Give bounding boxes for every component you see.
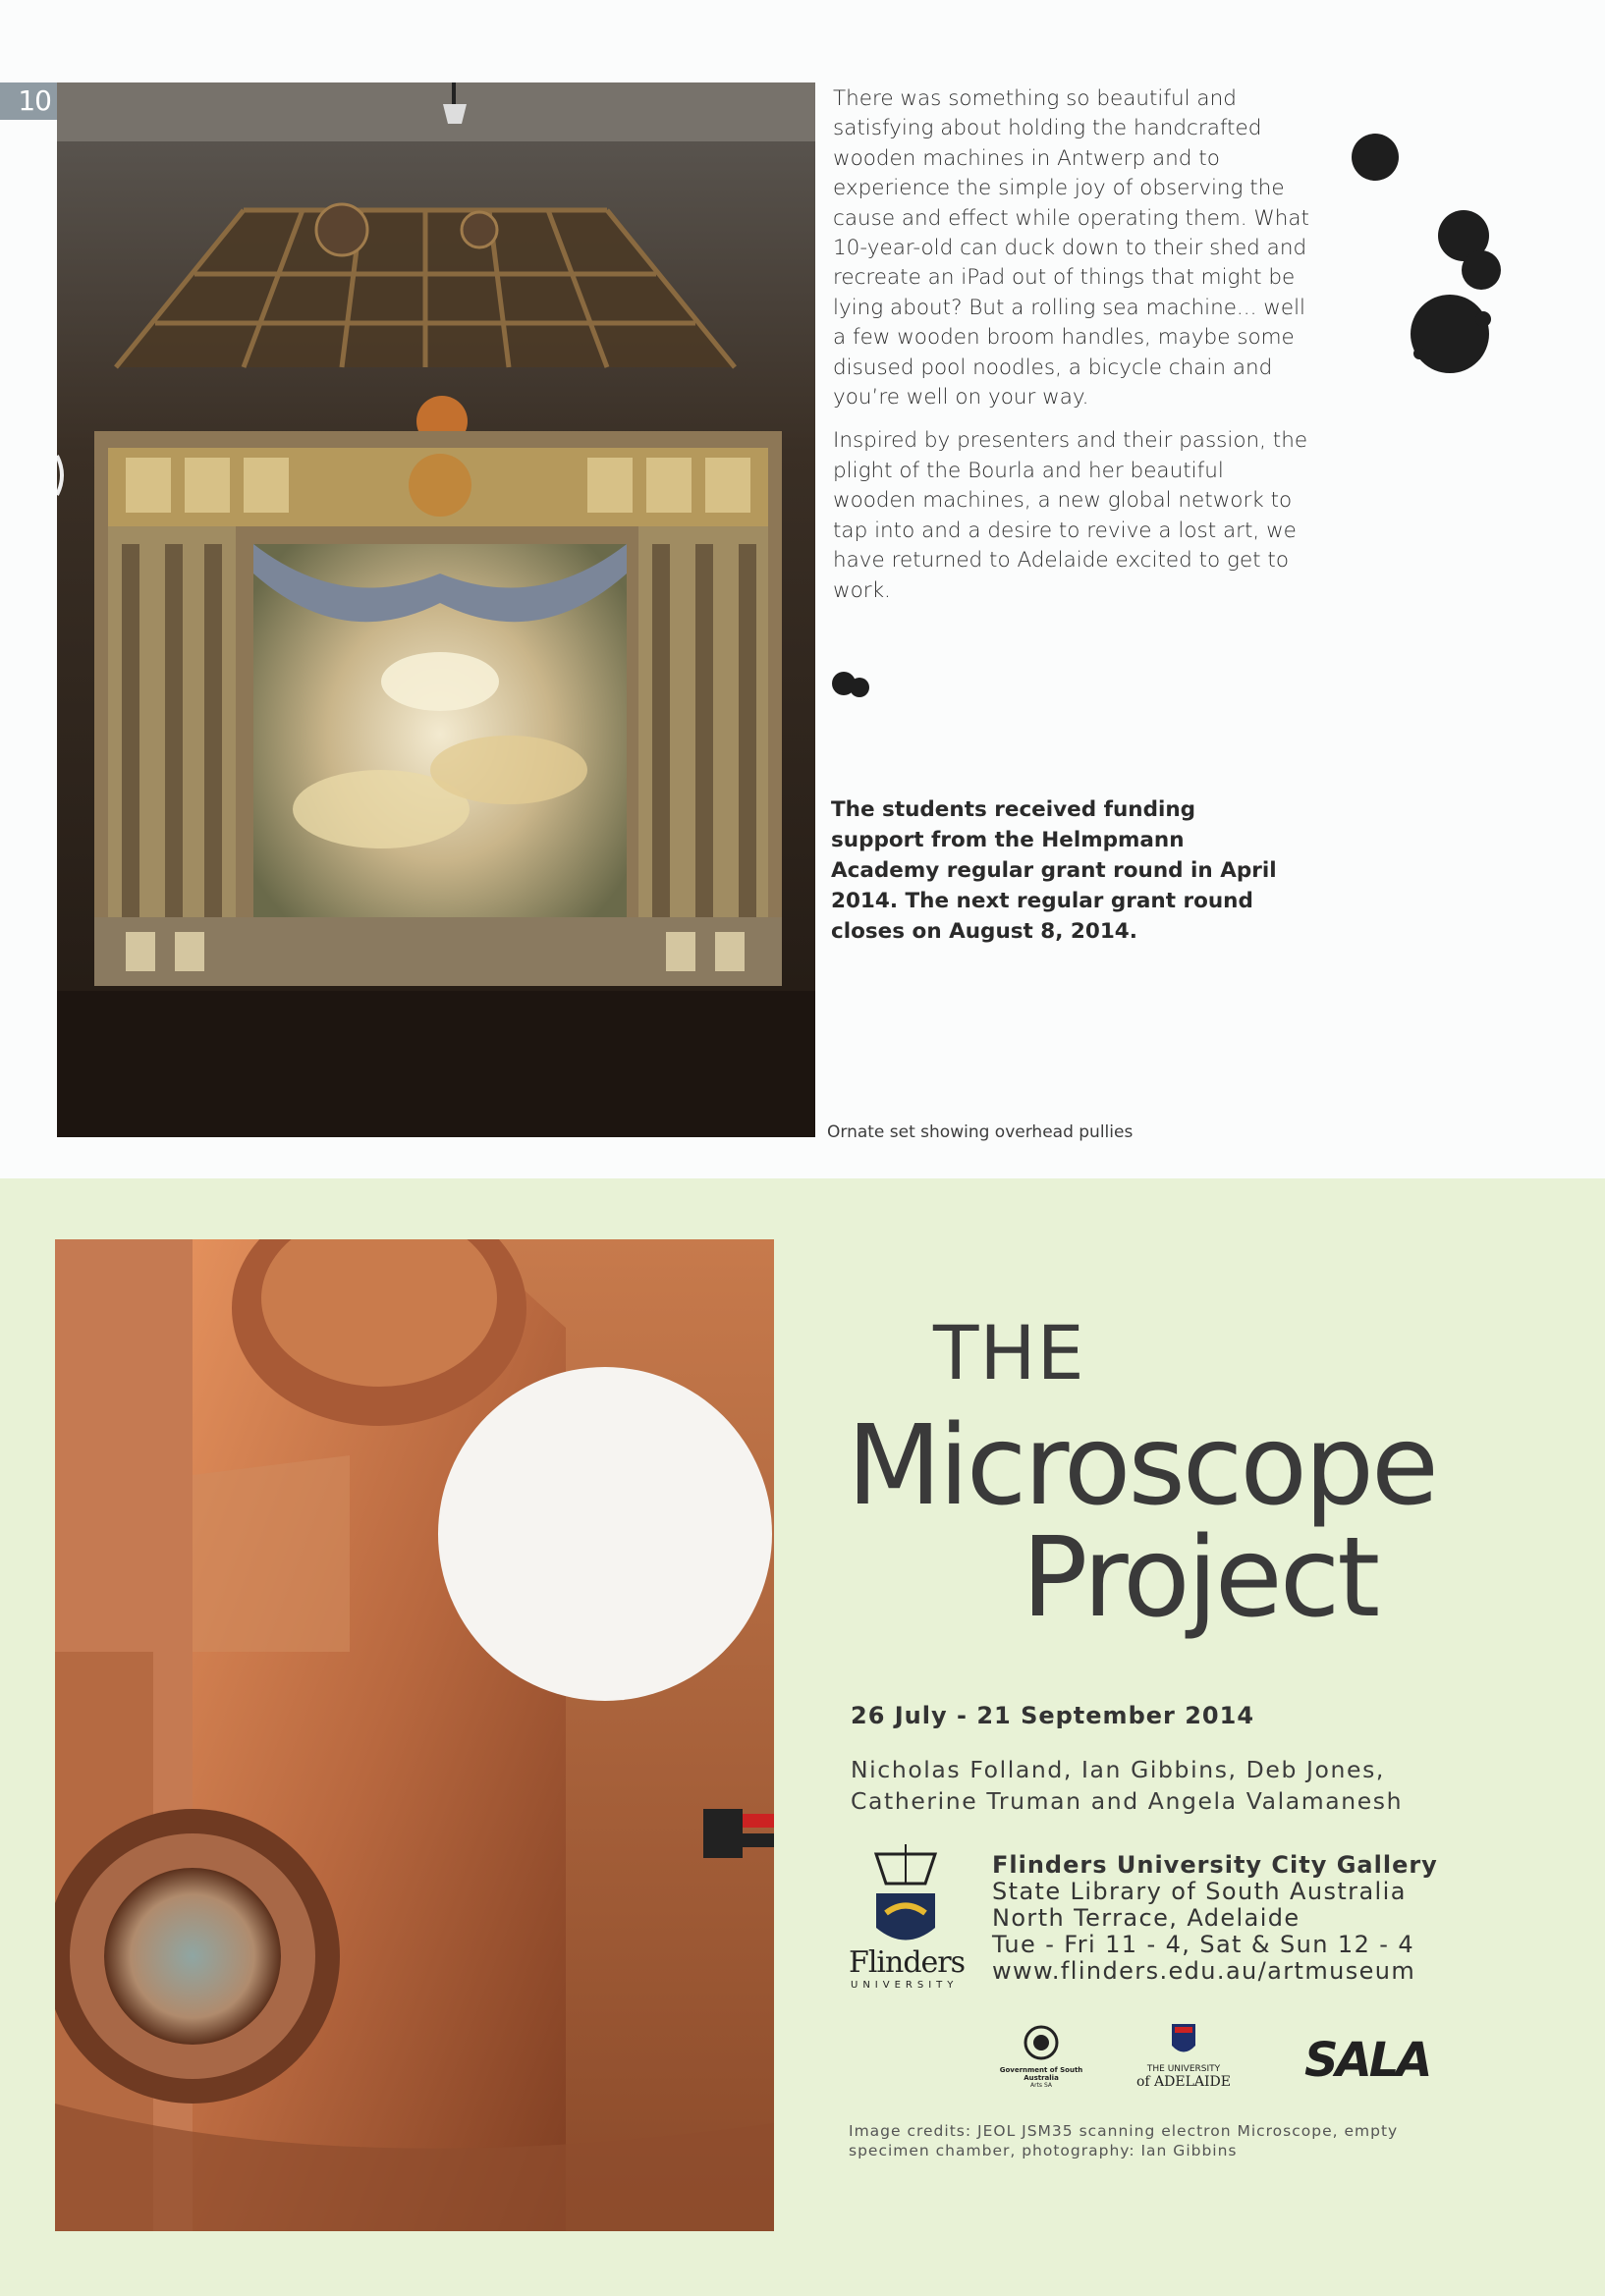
gallery-url: www.flinders.edu.au/artmuseum [992, 1957, 1416, 1985]
theatre-set-photo [57, 82, 815, 1137]
ink-blot-small [828, 666, 877, 701]
funding-note: The students received funding support from the Helmpmann Academy regular grant round in April 2014. The next regular grant round closes on August 8, 2014. [831, 797, 1277, 944]
microscope-project-ad [0, 1178, 1605, 2296]
exhibition-dates: 26 July - 21 September 2014 [851, 1702, 1255, 1729]
ad-title-project: Project [1022, 1514, 1378, 1642]
page-number: 10 [0, 82, 57, 120]
photo-caption: Ornate set showing overhead pullies [827, 1122, 1134, 1142]
microscope-chamber-photo [55, 1239, 774, 2231]
gov-sa-sublabel: Arts SA [1030, 2082, 1052, 2089]
image-credits: Image credits: JEOL JSM35 scanning electron Microscope, empty specimen chamber, photography: Ian Gibbins [849, 2122, 1399, 2159]
article-paragraph: Inspired by presenters and their passion, the plight of the Bourla and her beautiful wooden machines, a new global network to tap into and a desire to revive a lost art, we have returned to Adelaide excited to get to work. [833, 428, 1308, 603]
gallery-address-line: North Terrace, Adelaide [992, 1904, 1301, 1932]
article-paragraph: There was something so beautiful and satisfying about holding the handcrafted wooden machines in Antwerp and to experience the simple joy of observing the cause and effect while operating them. What 10-year-old can duck down to their shed and recreate an iPad out of things that might be lying about? But a rolling sea machine... well a few wooden broom handles, maybe some disused pool noodles, a bicycle chain and you’re well on your way. [833, 86, 1309, 410]
gallery-details [992, 1852, 1581, 1985]
ad-title-microscope: Microscope [847, 1402, 1436, 1530]
uni-adelaide-crest-icon [1169, 2021, 1198, 2060]
flinders-logo-subtext: UNIVERSITY [851, 1980, 959, 1991]
gallery-name: Flinders University City Gallery [992, 1851, 1438, 1879]
exhibition-artists: Nicholas Folland, Ian Gibbins, Deb Jones, Catherine Truman and Angela Valamanesh [851, 1756, 1404, 1815]
article-body [833, 84, 1312, 620]
sala-logo: SALA [1304, 2033, 1430, 2088]
flinders-logo-text: Flinders [849, 1945, 966, 1980]
gallery-hours: Tue - Fri 11 - 4, Sat & Sun 12 - 4 [992, 1931, 1415, 1958]
gov-sa-label: Government of South Australia [999, 2066, 1083, 2082]
gov-sa-logo [992, 2023, 1090, 2089]
gallery-address-line: State Library of South Australia [992, 1878, 1407, 1905]
uni-adelaide-label-2: of ADELAIDE [1136, 2074, 1231, 2090]
uni-adelaide-logo [1130, 2021, 1238, 2090]
ink-blot-decoration [1336, 128, 1513, 403]
gov-sa-crest-icon [1022, 2023, 1061, 2062]
uni-adelaide-label-1: THE UNIVERSITY [1146, 2064, 1221, 2074]
ad-title-the: THE [933, 1309, 1085, 1396]
